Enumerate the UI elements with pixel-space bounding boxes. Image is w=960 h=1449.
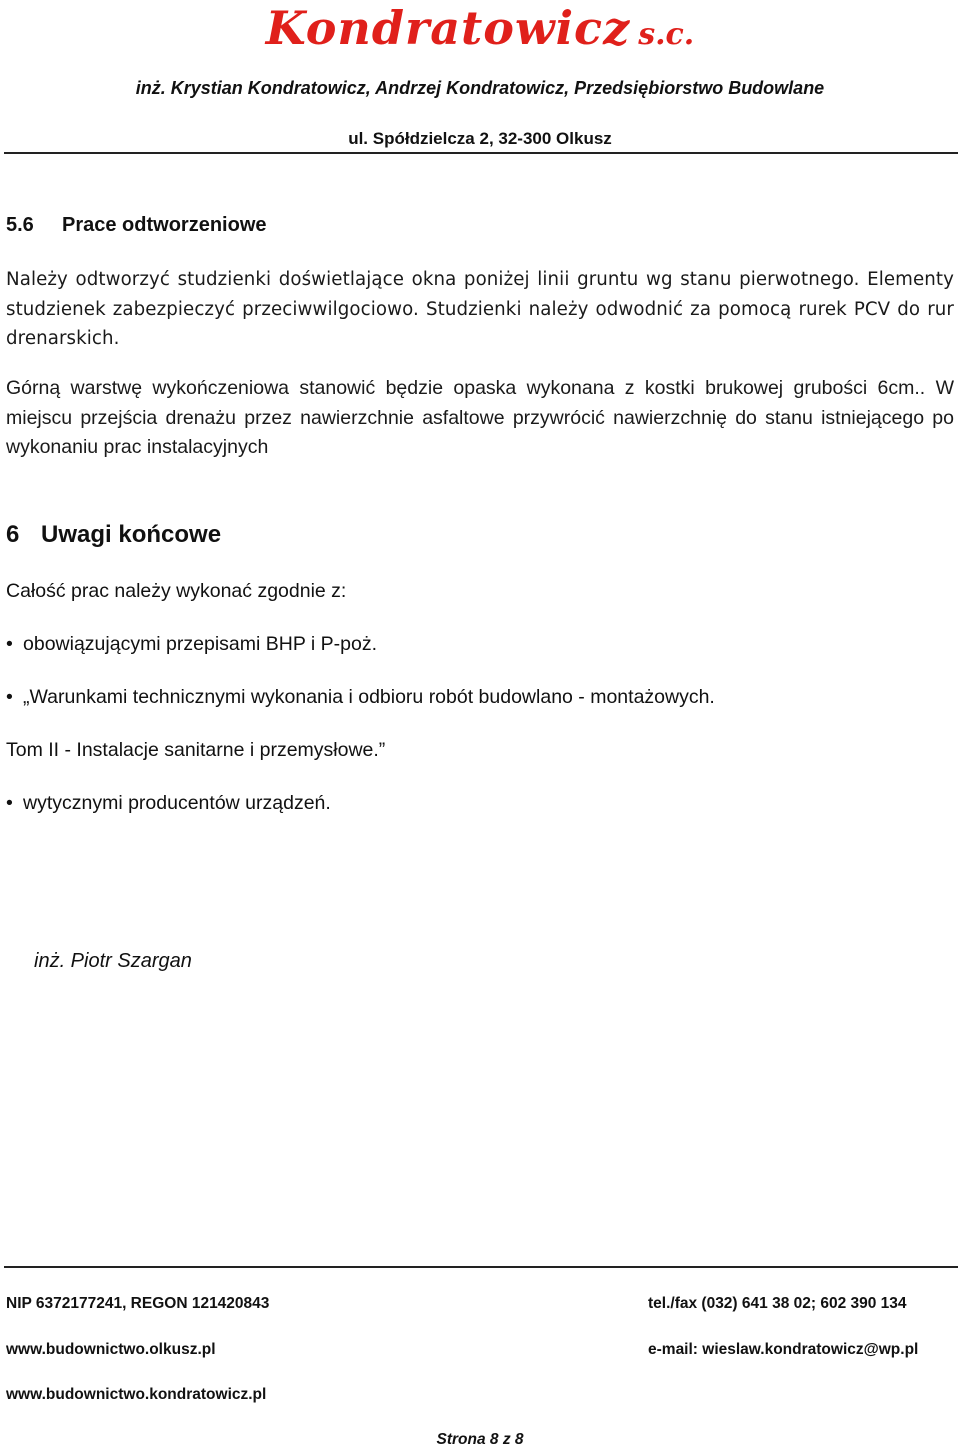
bullet-icon: • bbox=[6, 633, 13, 655]
section-heading-6 bbox=[6, 521, 221, 549]
section-number: 5.6 bbox=[6, 214, 34, 236]
list-item-text: obowiązującymi przepisami BHP i P-poż. bbox=[23, 633, 378, 655]
section-title: Uwagi końcowe bbox=[41, 521, 222, 548]
website-link-2[interactable]: www.budownictwo.kondratowicz.pl bbox=[6, 1386, 267, 1403]
email-link[interactable]: e-mail: wieslaw.kondratowicz@wp.pl bbox=[648, 1341, 919, 1358]
footer-divider bbox=[4, 1266, 958, 1268]
intro-text: Całość prac należy wykonać zgodnie z: bbox=[6, 580, 347, 602]
logo-name: Kondratowicz bbox=[265, 1, 631, 55]
phone-fax: tel./fax (032) 641 38 02; 602 390 134 bbox=[648, 1295, 907, 1312]
company-name: inż. Krystian Kondratowicz, Andrzej Kondratowicz, Przedsiębiorstwo Budowlane bbox=[135, 78, 825, 98]
list-item bbox=[6, 633, 377, 656]
list-item-continuation: Tom II - Instalacje sanitarne i przemysłowe.” bbox=[6, 739, 386, 761]
section-number: 6 bbox=[6, 521, 20, 548]
section-heading-5-6 bbox=[6, 214, 267, 237]
signature: inż. Piotr Szargan bbox=[34, 950, 192, 972]
list-item-text: wytycznymi producentów urządzeń. bbox=[23, 792, 331, 814]
bullet-icon: • bbox=[6, 686, 13, 708]
company-logo bbox=[0, 0, 960, 63]
paragraph-2: Górną warstwę wykończeniowa stanowić będzie opaska wykonana z kostki brukowej grubości 6cm.. W miejscu przejścia drenażu przez nawierzchnie asfaltowe przywrócić nawierzchnię do stanu istniejącego po wykonaniu prac instalacyjnych bbox=[6, 377, 954, 458]
page-number: Strona 8 z 8 bbox=[436, 1431, 524, 1448]
list-item-text: „Warunkami technicznymi wykonania i odbioru robót budowlano - montażowych. bbox=[23, 686, 715, 708]
list-item bbox=[6, 792, 331, 815]
section-title: Prace odtworzeniowe bbox=[62, 214, 267, 236]
nip-regon: NIP 6372177241, REGON 121420843 bbox=[6, 1295, 270, 1312]
paragraph-1: Należy odtworzyć studzienki doświetlające okna poniżej linii gruntu wg stanu pierwotnego. Elementy studzienek zabezpieczyć przeciwwilgociowo. Studzienki należy odwodnić za pomocą rurek PCV do rur drenarskich. bbox=[6, 269, 954, 349]
company-address: ul. Spółdzielcza 2, 32-300 Olkusz bbox=[348, 129, 612, 148]
list-item bbox=[6, 686, 715, 709]
website-link-1[interactable]: www.budownictwo.olkusz.pl bbox=[6, 1341, 216, 1358]
logo-suffix: s.c. bbox=[638, 17, 695, 52]
header-divider bbox=[4, 152, 958, 154]
bullet-icon: • bbox=[6, 792, 13, 814]
